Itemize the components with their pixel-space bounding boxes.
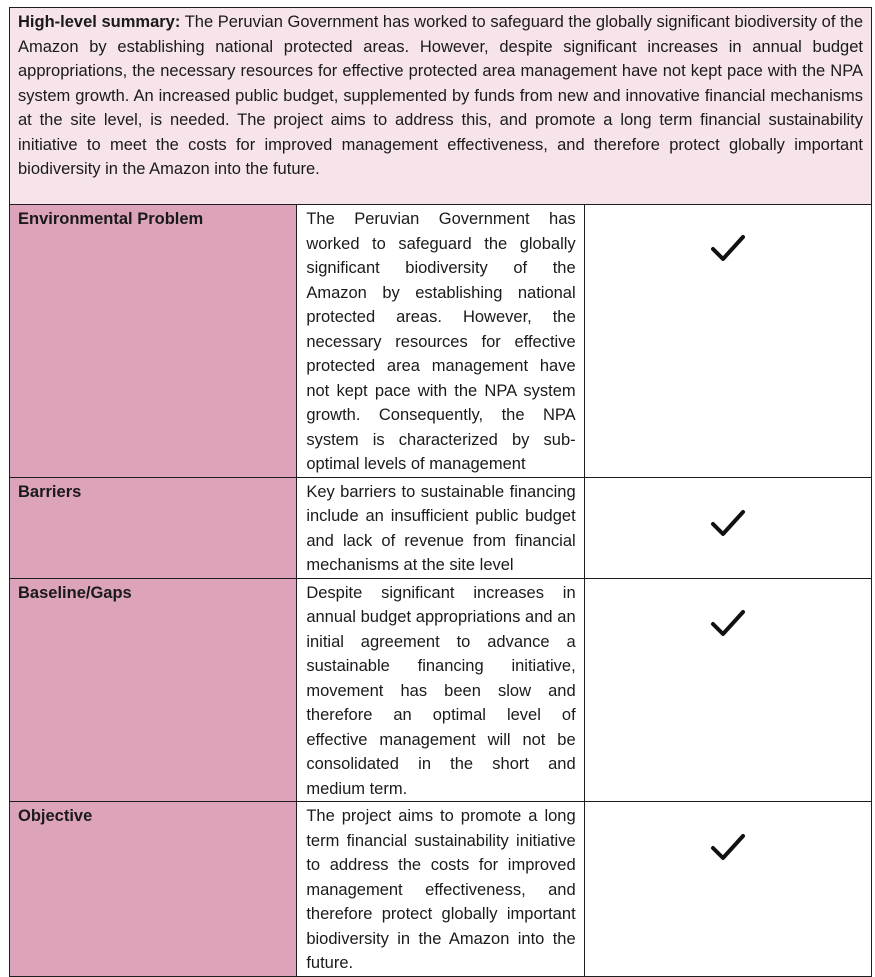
checkmark-icon [710,832,746,862]
row-description-cell [297,578,584,802]
row-check-cell [584,205,871,478]
row-label: Baseline/Gaps [18,583,132,602]
row-description: The project aims to promote a long term financial sustainability initiative to address the costs for improved management effectiveness, and therefore protect globally important biodiversity in the Amazon into the future. [306,807,576,972]
row-check-cell [584,578,871,802]
row-description-cell [297,205,584,478]
summary-label: High-level summary: [18,13,181,31]
checkmark-icon [710,233,746,263]
row-description: Despite significant increases in annual budget appropriations and an initial agreement to advance a sustainable financing initiative, movement has been slow and therefore an optimal level of effective management will not be consolidated in the short and medium term. [306,583,576,798]
row-label-cell [10,578,297,802]
row-description: The Peruvian Government has worked to safeguard the globally significant biodiversity of the Amazon by establishing national protected areas. However, the necessary resources for effective protected area management have not kept pace with the NPA system growth. Consequently, the NPA system is characterized by sub-optimal levels of management [306,210,576,473]
checkmark-icon [710,508,746,538]
summary-text: The Peruvian Government has worked to safeguard the globally significant biodiversity of the Amazon by establishing national protected areas. However, despite significant increases in annual budget appropriations, the necessary resources for effective protected area management have not kept pace with the NPA system growth. An increased public budget, supplemented by funds from new and innovative financial mechanisms at the site level, is needed. The project aims to address this, and promote a long term financial sustainability initiative to meet the costs for improved management effectiveness, and therefore protect globally important biodiversity in the Amazon into the future. [18,13,864,178]
row-check-cell [584,802,871,977]
table-row [10,578,872,802]
row-description-cell [297,477,584,578]
row-label: Barriers [18,482,82,501]
table-row [10,205,872,478]
table-row [10,477,872,578]
row-label: Environmental Problem [18,210,204,228]
table-row [10,802,872,977]
summary-table [9,7,872,977]
row-label-cell [10,802,297,977]
summary-row [10,8,872,205]
summary-cell [10,8,872,205]
row-description-cell [297,802,584,977]
row-description: Key barriers to sustainable financing include an insufficient public budget and lack of revenue from financial mechanisms at the site level [306,482,576,574]
row-label: Objective [18,807,93,825]
summary-paragraph [10,8,871,182]
row-check-cell [584,477,871,578]
row-label-cell [10,477,297,578]
row-label-cell [10,205,297,478]
checkmark-icon [710,608,746,638]
